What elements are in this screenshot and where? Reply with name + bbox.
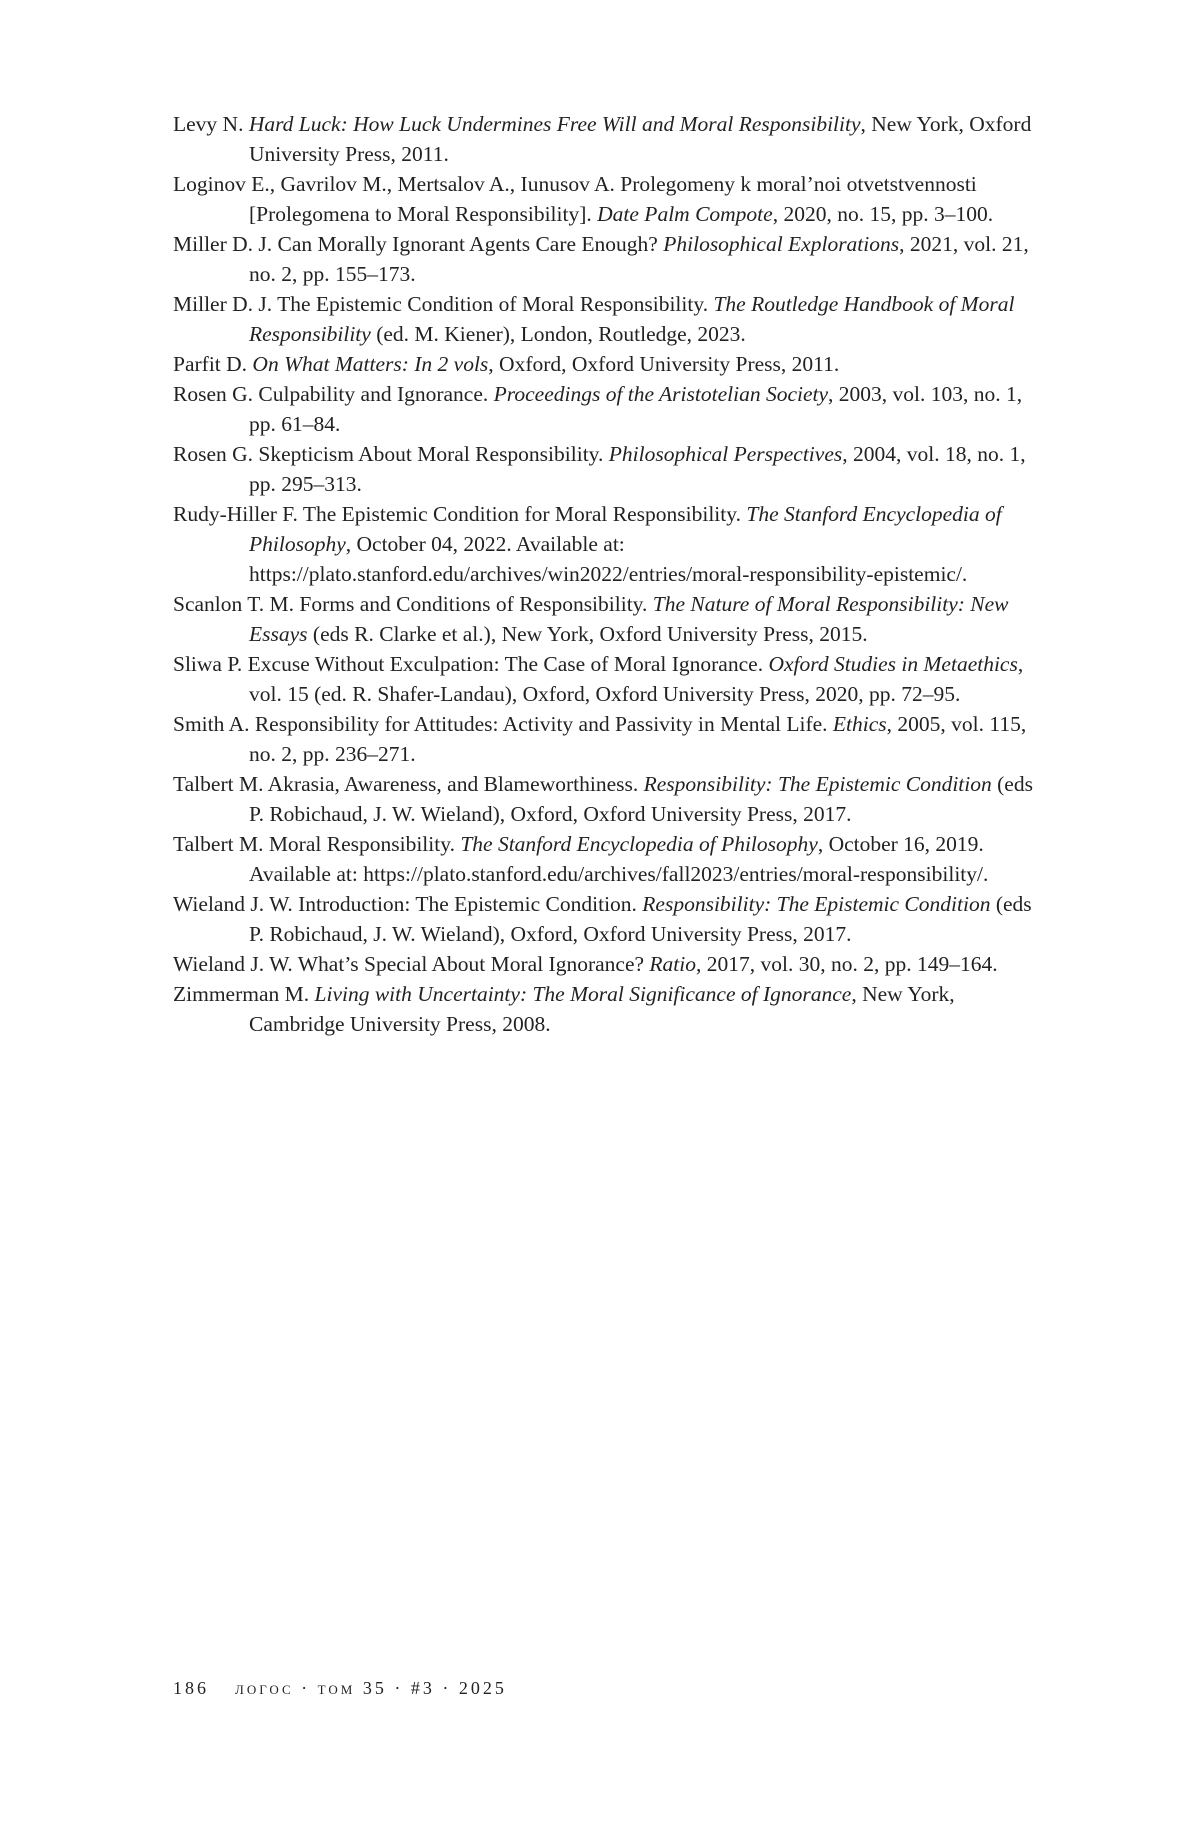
reference-entry: Scanlon T. M. Forms and Conditions of Responsibility. The Nature of Moral Responsibility: New Essays (eds R. Clarke et al.), New York, Oxford University Press, 2015. — [173, 592, 1009, 646]
reference-entry: Sliwa P. Excuse Without Exculpation: The Case of Moral Ignorance. Oxford Studies in Metaethics, vol. 15 (ed. R. Shafer-Landau), Oxford, Oxford University Press, 2020, pp. 72–95. — [173, 652, 1024, 706]
page-number: 186 — [173, 1678, 209, 1698]
reference-entry: Wieland J. W. Introduction: The Epistemic Condition. Responsibility: The Epistemic Condition (eds P. Robichaud, J. W. Wieland), Oxford, Oxford University Press, 2017. — [173, 892, 1032, 946]
reference-entry: Smith A. Responsibility for Attitudes: Activity and Passivity in Mental Life. Ethics, 2005, vol. 115, no. 2, pp. 236–271. — [173, 712, 1027, 766]
reference-list — [173, 109, 1033, 1039]
reference-entry: Zimmerman M. Living with Uncertainty: The Moral Significance of Ignorance, New York, Cambridge University Press, 2008. — [173, 982, 955, 1036]
reference-entry: Miller D. J. Can Morally Ignorant Agents Care Enough? Philosophical Explorations, 2021, vol. 21, no. 2, pp. 155–173. — [173, 232, 1029, 286]
reference-entry: Talbert M. Moral Responsibility. The Stanford Encyclopedia of Philosophy, October 16, 2019. Available at: https://plato.stanford.edu/archives/fall2023/entries/moral-responsibility/. — [173, 832, 989, 886]
reference-entry: Levy N. Hard Luck: How Luck Undermines Free Will and Moral Responsibility, New York, Oxford University Press, 2011. — [173, 112, 1032, 166]
reference-entry: Wieland J. W. What’s Special About Moral Ignorance? Ratio, 2017, vol. 30, no. 2, pp. 149–164. — [173, 952, 998, 976]
reference-entry: Parfit D. On What Matters: In 2 vols, Oxford, Oxford University Press, 2011. — [173, 352, 840, 376]
reference-entry: Loginov E., Gavrilov M., Mertsalov A., Iunusov A. Prolegomeny k moral’noi otvetstvennosti [Prolegomena to Moral Responsibility]. Date Palm Compote, 2020, no. 15, pp. 3–100. — [173, 172, 994, 226]
reference-entry: Talbert M. Akrasia, Awareness, and Blameworthiness. Responsibility: The Epistemic Condition (eds P. Robichaud, J. W. Wieland), Oxford, Oxford University Press, 2017. — [173, 772, 1033, 826]
page-footer — [173, 1678, 507, 1699]
reference-entry: Rudy-Hiller F. The Epistemic Condition for Moral Responsibility. The Stanford Encyclopedia of Philosophy, October 04, 2022. Available at: https://plato.stanford.edu/archives/win2022/entries/moral-responsibility-epistemic/. — [173, 502, 1002, 586]
reference-entry: Miller D. J. The Epistemic Condition of Moral Responsibility. The Routledge Handbook of Moral Responsibility (ed. M. Kiener), London, Routledge, 2023. — [173, 292, 1015, 346]
reference-entry: Rosen G. Skepticism About Moral Responsibility. Philosophical Perspectives, 2004, vol. 18, no. 1, pp. 295–313. — [173, 442, 1026, 496]
journal-running-title: логос · том 35 · #3 · 2025 — [235, 1678, 507, 1698]
reference-entry: Rosen G. Culpability and Ignorance. Proceedings of the Aristotelian Society, 2003, vol. 103, no. 1, pp. 61–84. — [173, 382, 1023, 436]
